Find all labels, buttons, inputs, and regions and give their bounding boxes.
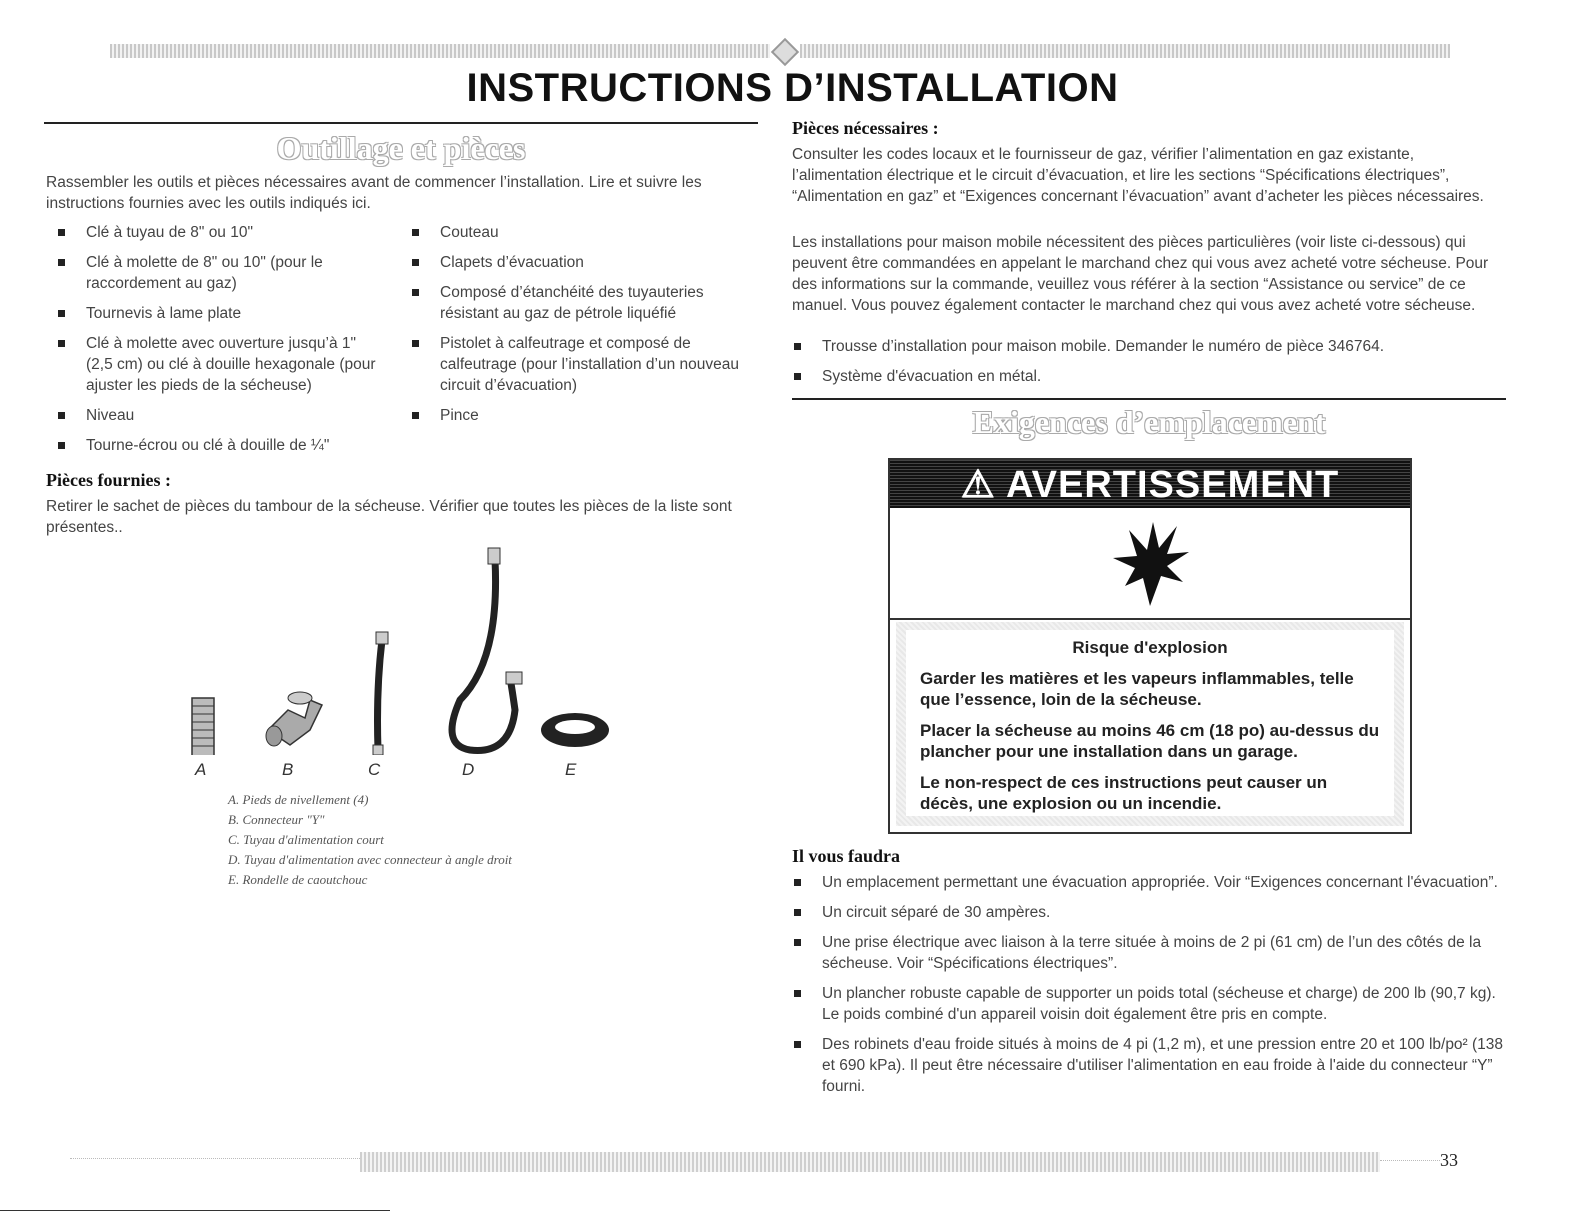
warning-header: [890, 460, 1410, 508]
parts-supplied-heading: Pièces fournies :: [46, 470, 171, 490]
warning-icon-area: [890, 508, 1410, 620]
page-number: 33: [1440, 1150, 1458, 1170]
warning-box: [888, 458, 1412, 834]
tool-item: Couteau: [410, 222, 740, 243]
need-list: [792, 872, 1504, 1106]
risk-title: Risque d'explosion: [1072, 638, 1228, 657]
top-decorative-band-right: [800, 44, 1450, 58]
part-label-b: B: [282, 760, 294, 779]
tool-item: Niveau: [56, 405, 386, 426]
legend-item: A. Pieds de nivellement (4): [228, 792, 369, 807]
footer-decorative-band: [360, 1152, 1380, 1172]
part-label-c: C: [368, 760, 381, 779]
warning-text-3: Le non-respect de ces instructions peut causer un décès, une explosion ou un incendie.: [920, 773, 1328, 813]
section-rule-left: [44, 122, 758, 124]
short-hose-icon: [373, 632, 388, 755]
warning-text-1: Garder les matières et les vapeurs inflammables, telle que l’essence, loin de la sécheuse.: [920, 669, 1354, 709]
parts-needed-item: Système d'évacuation en métal.: [792, 366, 1502, 387]
tool-item: Clé à molette avec ouverture jusqu’à 1" (2,5 cm) ou clé à douille hexagonale (pour ajuster les pieds de la sécheuse): [56, 333, 386, 396]
need-item: Un circuit séparé de 30 ampères.: [792, 902, 1504, 923]
tool-item: Tourne-écrou ou clé à douille de ¼": [56, 435, 386, 456]
parts-drawing: [170, 540, 610, 755]
tools-list-col1: [56, 222, 386, 465]
need-item: Un plancher robuste capable de supporter un poids total (sécheuse et charge) de 200 lb (90,7 kg). Le poids combiné d'un appareil voisin doit également être pris en compte.: [792, 983, 1504, 1025]
warning-triangle-icon: ⚠: [960, 464, 996, 506]
tool-item: Clé à tuyau de 8" ou 10": [56, 222, 386, 243]
diamond-ornament-icon: [771, 38, 799, 66]
parts-illustration: [170, 540, 610, 780]
y-connector-icon: [266, 692, 322, 746]
right-angle-hose-icon: [452, 548, 522, 751]
need-item: Une prise électrique avec liaison à la terre située à moins de 2 pi (61 cm) de l’un des côtés de la sécheuse. Voir “Spécifications électriques”.: [792, 932, 1504, 974]
footer-dots-right: [1380, 1160, 1440, 1161]
tool-item: Clapets d’évacuation: [410, 252, 740, 273]
location-heading: Exigences d’emplacement: [972, 404, 1326, 440]
parts-needed-p1: Consulter les codes locaux et le fournisseur de gaz, vérifier l’alimentation en gaz existante, l’alimentation électrique et le circuit d’évacuation, et lire les sections “Spécifications électriques”, “Alimentation en gaz” et “Exigences concernant l’évacuation” avant d’acheter les pièces nécessaires.: [792, 146, 1484, 205]
part-label-d: D: [462, 760, 475, 779]
tool-item: Clé à molette de 8" ou 10" (pour le raccordement au gaz): [56, 252, 386, 294]
tool-item: Pistolet à calfeutrage et composé de calfeutrage (pour l’installation d’un nouveau circuit d’évacuation): [410, 333, 740, 396]
tools-heading: Outillage et pièces: [276, 130, 526, 166]
warning-header-text: AVERTISSEMENT: [1006, 464, 1340, 506]
need-heading: Il vous faudra: [792, 846, 901, 866]
parts-needed-heading: Pièces nécessaires :: [792, 118, 939, 138]
tools-list-col2: [410, 222, 740, 435]
part-label-a: A: [195, 760, 207, 779]
legend-item: B. Connecteur "Y": [228, 812, 325, 827]
top-decorative-band-left: [110, 44, 770, 58]
warning-text-2: Placer la sécheuse au moins 46 cm (18 po) au-dessus du plancher pour une installation dans un garage.: [920, 721, 1380, 761]
section-rule-right: [792, 398, 1506, 400]
tool-item: Tournevis à lame plate: [56, 303, 386, 324]
footer-dots-left: [70, 1158, 360, 1159]
legend-item: C. Tuyau d'alimentation court: [228, 832, 384, 847]
part-label-e: E: [565, 760, 577, 779]
page-title: INSTRUCTIONS D’INSTALLATION: [466, 66, 1119, 110]
tools-intro: Rassembler les outils et pièces nécessaires avant de commencer l’installation. Lire et suivre les instructions fournies avec les outils indiqués ici.: [46, 174, 702, 212]
parts-legend: [228, 790, 512, 890]
warning-body: [896, 622, 1404, 826]
legend-item: E. Rondelle de caoutchouc: [228, 872, 368, 887]
parts-supplied-text: Retirer le sachet de pièces du tambour de la sécheuse. Vérifier que toutes les pièces de la liste sont présentes..: [46, 498, 732, 536]
parts-needed-p2: Les installations pour maison mobile nécessitent des pièces particulières (voir liste ci-dessous) qui peuvent être commandées en appelant le marchand chez qui vous avez acheté votre sécheuse. Pour des informations sur la commande, veuillez vous référer à la section “Assistance ou service” de ce manuel. Vous pouvez également contacter le marchand chez qui vous avez acheté votre sécheuse.: [792, 234, 1489, 314]
footer-rule: [0, 1210, 390, 1211]
legend-item: D. Tuyau d'alimentation avec connecteur à angle droit: [228, 852, 512, 867]
need-item: Un emplacement permettant une évacuation appropriée. Voir “Exigences concernant l'évacuation”.: [792, 872, 1504, 893]
tool-item: Pince: [410, 405, 740, 426]
parts-needed-list: [792, 336, 1502, 396]
tool-item: Composé d’étanchéité des tuyauteries résistant au gaz de pétrole liquéfié: [410, 282, 740, 324]
need-item: Des robinets d'eau froide situés à moins de 4 pi (1,2 m), et une pression entre 20 et 100 lb/po² (138 et 690 kPa). Il peut être nécessaire d'utiliser l'alimentation en eau froide à l'aide du connecteur “Y” fourni.: [792, 1034, 1504, 1097]
leveling-feet-icon: [192, 698, 214, 755]
parts-needed-item: Trousse d’installation pour maison mobile. Demander le numéro de pièce 346764.: [792, 336, 1502, 357]
rubber-washer-icon: [541, 713, 609, 747]
explosion-icon: [1105, 518, 1195, 608]
